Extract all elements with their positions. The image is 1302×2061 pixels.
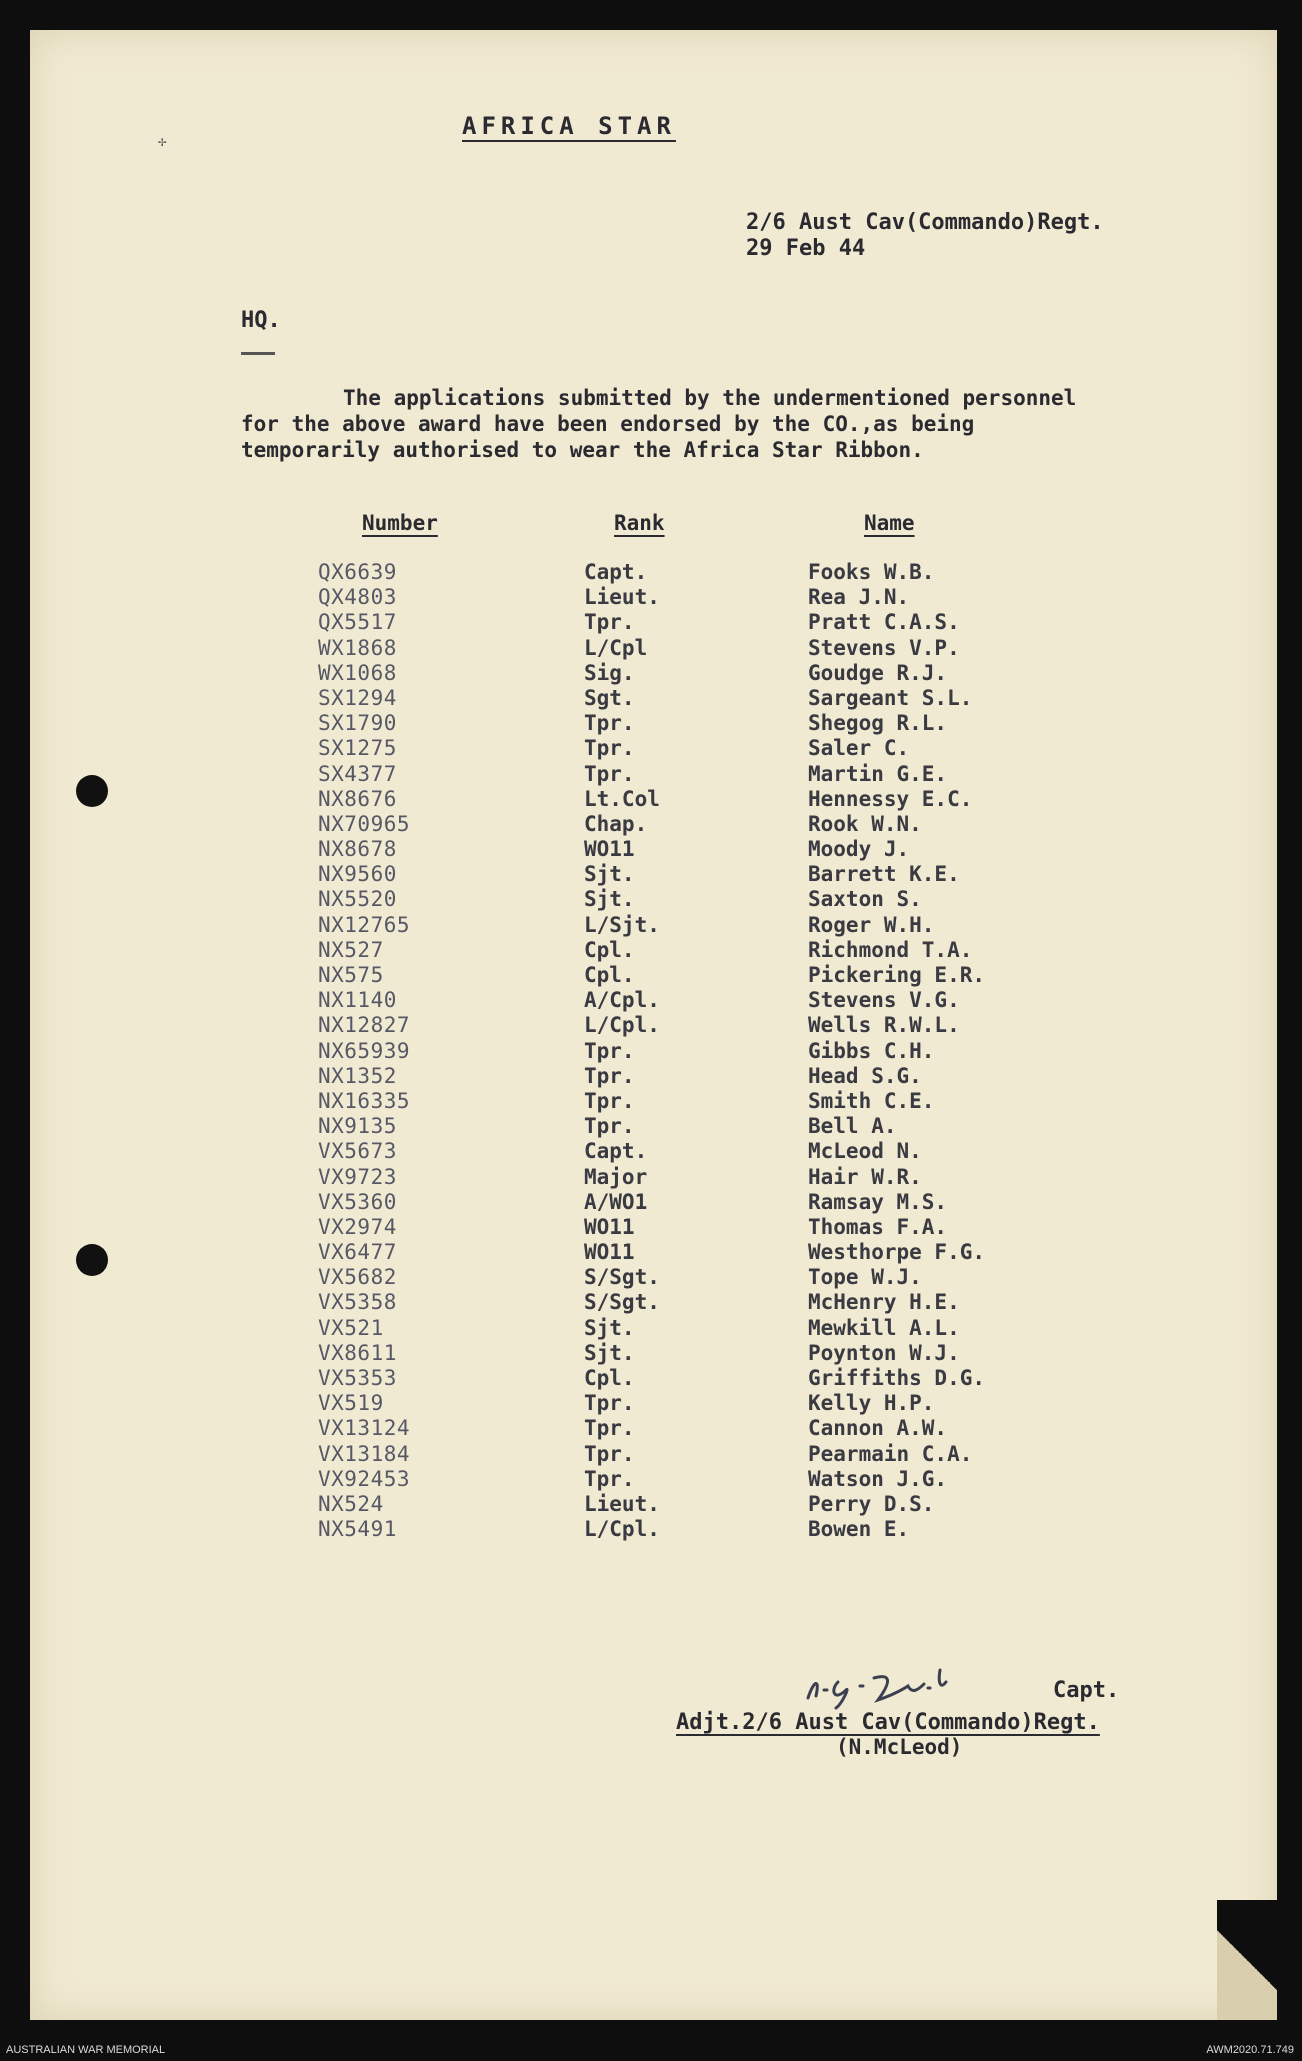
table-row xyxy=(0,862,1247,887)
table-row xyxy=(0,736,1247,761)
unit-name: 2/6 Aust Cav(Commando)Regt. xyxy=(746,210,1104,235)
table-row xyxy=(0,1139,1247,1164)
rank-cell: Tpr. xyxy=(584,761,635,786)
rank-cell: Tpr. xyxy=(584,1391,635,1416)
name-cell: Shegog R.L. xyxy=(808,711,948,736)
service-number: SX4377 xyxy=(318,761,397,786)
service-number: VX521 xyxy=(318,1315,384,1340)
service-number: SX1294 xyxy=(318,685,397,710)
archive-reference: AWM2020.71.749 xyxy=(1206,2044,1294,2056)
addressee: HQ. xyxy=(241,308,281,333)
table-row xyxy=(0,1492,1247,1517)
table-row xyxy=(0,1114,1247,1139)
name-cell: Gibbs C.H. xyxy=(808,1038,935,1063)
table-row xyxy=(0,1442,1247,1467)
service-number: NX5520 xyxy=(318,887,397,912)
service-number: VX8611 xyxy=(318,1340,397,1365)
body-paragraph xyxy=(241,385,1221,463)
service-number: QX4803 xyxy=(318,585,397,610)
table-row xyxy=(0,1240,1247,1265)
table-row xyxy=(0,636,1247,661)
table-row xyxy=(0,1039,1247,1064)
table-row xyxy=(0,1391,1247,1416)
archive-caption: AUSTRALIAN WAR MEMORIAL xyxy=(6,2044,166,2056)
name-cell: Goudge R.J. xyxy=(808,660,948,685)
rank-cell: Tpr. xyxy=(584,736,635,761)
service-number: SX1790 xyxy=(318,711,397,736)
rank-cell: Lieut. xyxy=(584,1491,660,1516)
table-row xyxy=(0,1416,1247,1441)
rank-cell: Cpl. xyxy=(584,937,635,962)
service-number: QX6639 xyxy=(318,560,397,584)
name-cell: Richmond T.A. xyxy=(808,937,973,962)
table-row xyxy=(0,762,1247,787)
service-number: NX70965 xyxy=(318,811,411,836)
name-cell: Pratt C.A.S. xyxy=(808,610,960,635)
name-cell: Rea J.N. xyxy=(808,585,910,610)
rank-cell: Lt.Col xyxy=(584,786,660,811)
name-cell: Griffiths D.G. xyxy=(808,1366,986,1390)
name-cell: Smith C.E. xyxy=(808,1088,935,1113)
name-cell: Bell A. xyxy=(808,1114,897,1139)
service-number: NX575 xyxy=(318,963,384,987)
service-number: VX6477 xyxy=(318,1240,397,1265)
service-number: VX5360 xyxy=(318,1189,397,1214)
table-row xyxy=(0,711,1247,736)
service-number: NX527 xyxy=(318,937,384,962)
name-cell: Saxton S. xyxy=(808,887,922,912)
rank-cell: Major xyxy=(584,1164,648,1189)
table-row xyxy=(0,1467,1247,1492)
service-number: NX1352 xyxy=(318,1063,397,1088)
table-row xyxy=(0,812,1247,837)
table-row xyxy=(0,1265,1247,1290)
table-row xyxy=(0,787,1247,812)
table-row xyxy=(0,1165,1247,1190)
signatory-title: Adjt.2/6 Aust Cav(Commando)Regt. xyxy=(676,1710,1100,1735)
name-cell: Head S.G. xyxy=(808,1063,922,1088)
service-number: NX65939 xyxy=(318,1038,411,1063)
name-cell: Westhorpe F.G. xyxy=(808,1240,986,1265)
name-cell: Moody J. xyxy=(808,837,910,862)
rank-cell: L/Cpl. xyxy=(584,1517,660,1542)
rank-cell: Sjt. xyxy=(584,1340,635,1365)
service-number: NX1140 xyxy=(318,988,397,1013)
name-cell: McLeod N. xyxy=(808,1139,922,1164)
rank-cell: Capt. xyxy=(584,1139,648,1164)
service-number: VX9723 xyxy=(318,1164,397,1189)
name-cell: Sargeant S.L. xyxy=(808,685,973,710)
rank-cell: A/WO1 xyxy=(584,1189,648,1214)
table-row xyxy=(0,1064,1247,1089)
rank-cell: S/Sgt. xyxy=(584,1290,660,1315)
rank-cell: Tpr. xyxy=(584,610,635,635)
name-cell: Martin G.E. xyxy=(808,761,948,786)
rank-cell: A/Cpl. xyxy=(584,988,660,1013)
name-cell: Poynton W.J. xyxy=(808,1340,960,1365)
pen-mark-icon: ✢ xyxy=(158,134,167,150)
service-number: WX1868 xyxy=(318,635,397,660)
table-row xyxy=(0,585,1247,610)
service-number: NX9560 xyxy=(318,862,397,887)
table-row xyxy=(0,1215,1247,1240)
paragraph-line: temporarily authorised to wear the Africa Star Ribbon. xyxy=(241,438,924,462)
table-row xyxy=(0,560,1247,585)
table-row xyxy=(0,1316,1247,1341)
name-cell: Hennessy E.C. xyxy=(808,786,973,811)
column-header-number: Number xyxy=(362,511,438,535)
column-header-rank: Rank xyxy=(614,511,665,535)
service-number: QX5517 xyxy=(318,610,397,635)
rank-cell: L/Sjt. xyxy=(584,912,660,937)
service-number: NX9135 xyxy=(318,1114,397,1139)
rank-cell: Tpr. xyxy=(584,1466,635,1491)
paragraph-line: for the above award have been endorsed by the CO.,as being xyxy=(241,412,975,436)
table-row xyxy=(0,837,1247,862)
service-number: VX5673 xyxy=(318,1139,397,1164)
signatory-name: (N.McLeod) xyxy=(836,1735,963,1759)
service-number: NX524 xyxy=(318,1491,384,1516)
name-cell: Thomas F.A. xyxy=(808,1214,948,1239)
service-number: NX5491 xyxy=(318,1517,397,1542)
rank-cell: Sjt. xyxy=(584,862,635,887)
service-number: VX13184 xyxy=(318,1441,411,1466)
table-row xyxy=(0,963,1247,988)
table-row xyxy=(0,913,1247,938)
service-number: NX8678 xyxy=(318,837,397,862)
name-cell: Wells R.W.L. xyxy=(808,1013,960,1038)
service-number: VX92453 xyxy=(318,1466,411,1491)
name-cell: Cannon A.W. xyxy=(808,1416,948,1441)
service-number: NX12827 xyxy=(318,1013,411,1038)
rank-cell: Sjt. xyxy=(584,1315,635,1340)
rank-cell: Tpr. xyxy=(584,1063,635,1088)
rank-cell: Sgt. xyxy=(584,685,635,710)
service-number: NX12765 xyxy=(318,912,411,937)
table-row xyxy=(0,661,1247,686)
rank-cell: L/Cpl xyxy=(584,635,648,660)
document-date: 29 Feb 44 xyxy=(746,236,866,261)
name-cell: Ramsay M.S. xyxy=(808,1189,948,1214)
name-cell: McHenry H.E. xyxy=(808,1290,960,1315)
table-row xyxy=(0,1341,1247,1366)
table-row xyxy=(0,938,1247,963)
service-number: NX8676 xyxy=(318,786,397,811)
name-cell: Rook W.N. xyxy=(808,811,922,836)
rank-cell: Cpl. xyxy=(584,1366,635,1390)
handwritten-signature xyxy=(790,1660,1000,1710)
rank-cell: WO11 xyxy=(584,1240,635,1265)
table-row xyxy=(0,988,1247,1013)
service-number: NX16335 xyxy=(318,1088,411,1113)
name-cell: Roger W.H. xyxy=(808,912,935,937)
table-row xyxy=(0,1190,1247,1215)
table-row xyxy=(0,1013,1247,1038)
table-row xyxy=(0,610,1247,635)
rank-cell: WO11 xyxy=(584,1214,635,1239)
service-number: WX1068 xyxy=(318,660,397,685)
service-number: VX13124 xyxy=(318,1416,411,1441)
name-cell: Kelly H.P. xyxy=(808,1391,935,1416)
service-number: VX5682 xyxy=(318,1265,397,1290)
rank-cell: Tpr. xyxy=(584,1441,635,1466)
table-row xyxy=(0,686,1247,711)
rank-cell: Tpr. xyxy=(584,1114,635,1139)
column-header-name: Name xyxy=(864,511,915,535)
signatory-rank: Capt. xyxy=(1053,1678,1120,1703)
name-cell: Tope W.J. xyxy=(808,1265,922,1290)
rank-cell: Sig. xyxy=(584,660,635,685)
divider xyxy=(241,352,275,355)
name-cell: Pearmain C.A. xyxy=(808,1441,973,1466)
table-row xyxy=(0,1517,1247,1542)
service-number: VX5353 xyxy=(318,1366,397,1390)
service-number: SX1275 xyxy=(318,736,397,761)
personnel-table xyxy=(0,560,1247,1542)
name-cell: Mewkill A.L. xyxy=(808,1315,960,1340)
paragraph-line: The applications submitted by the undermentioned personnel xyxy=(343,386,1077,410)
table-row xyxy=(0,887,1247,912)
rank-cell: Tpr. xyxy=(584,1038,635,1063)
name-cell: Stevens V.G. xyxy=(808,988,960,1013)
name-cell: Pickering E.R. xyxy=(808,963,986,987)
rank-cell: Capt. xyxy=(584,560,648,584)
rank-cell: Sjt. xyxy=(584,887,635,912)
corner-fold xyxy=(1217,1900,1277,2020)
name-cell: Hair W.R. xyxy=(808,1164,922,1189)
table-row xyxy=(0,1089,1247,1114)
rank-cell: Tpr. xyxy=(584,1088,635,1113)
service-number: VX5358 xyxy=(318,1290,397,1315)
name-cell: Stevens V.P. xyxy=(808,635,960,660)
name-cell: Saler C. xyxy=(808,736,910,761)
name-cell: Perry D.S. xyxy=(808,1491,935,1516)
document-title: AFRICA STAR xyxy=(462,112,676,140)
rank-cell: Tpr. xyxy=(584,711,635,736)
table-row xyxy=(0,1366,1247,1391)
name-cell: Bowen E. xyxy=(808,1517,910,1542)
rank-cell: Lieut. xyxy=(584,585,660,610)
service-number: VX2974 xyxy=(318,1214,397,1239)
name-cell: Watson J.G. xyxy=(808,1466,948,1491)
rank-cell: Tpr. xyxy=(584,1416,635,1441)
rank-cell: WO11 xyxy=(584,837,635,862)
table-row xyxy=(0,1290,1247,1315)
name-cell: Barrett K.E. xyxy=(808,862,960,887)
service-number: VX519 xyxy=(318,1391,384,1416)
rank-cell: Cpl. xyxy=(584,963,635,987)
name-cell: Fooks W.B. xyxy=(808,560,935,584)
rank-cell: L/Cpl. xyxy=(584,1013,660,1038)
rank-cell: Chap. xyxy=(584,811,648,836)
rank-cell: S/Sgt. xyxy=(584,1265,660,1290)
